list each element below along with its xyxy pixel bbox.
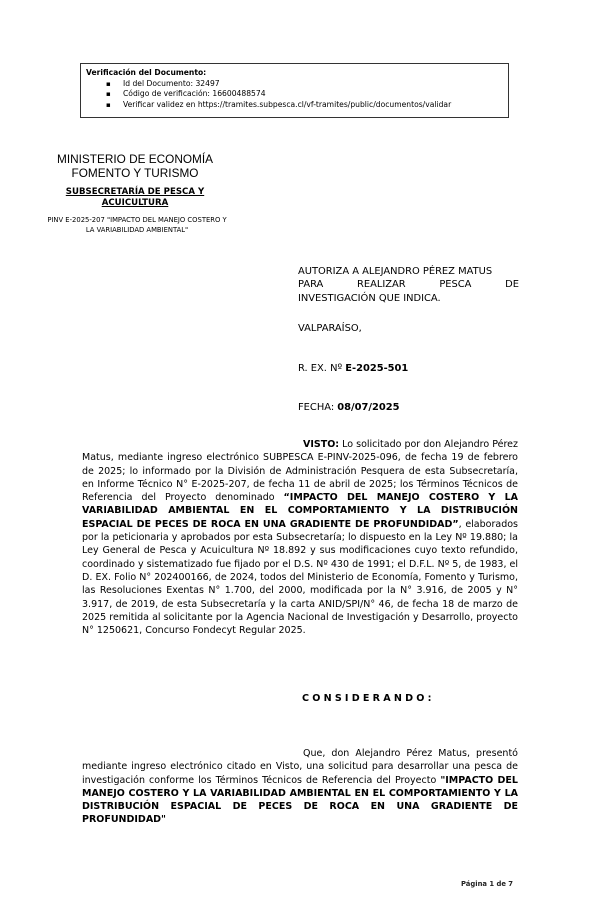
verification-title: Verificación del Documento: [86, 68, 207, 77]
visto-text-1: Lo solicitado por don Alejandro Pérez Matus, mediante ingreso electrónico SUBPESCA E-PINV-2025-096, de fecha 19 de febrero de 2025; lo informado por la División de Administración Pesquera de esta Subsecretaría, en Informe Técnico N° E-2025-207, de fecha 11 de abril de 2025; los Términos Técnicos de Referencia del Proyecto denominado [82, 439, 518, 504]
verification-code: ▪ Código de verificación: 16600488574 [106, 89, 508, 100]
place: VALPARAÍSO, [298, 323, 362, 334]
visto-project-title: “IMPACTO DEL MANEJO COSTERO Y LA VARIABILIDAD AMBIENTAL EN EL COMPORTAMIENTO Y LA DISTRIBUCIÓN ESPACIAL DE PECES DE ROCA EN UNA GRADIENTE DE PROFUNDIDAD” [82, 492, 518, 530]
pinv-line-2: LA VARIABILIDAD AMBIENTAL" [85, 225, 189, 234]
summary-line-1: AUTORIZA A ALEJANDRO PÉREZ MATUS [298, 266, 493, 277]
verification-doc-id: ▪ Id del Documento: 32497 [106, 79, 508, 90]
ministry-line-1: MINISTERIO DE ECONOMÍA [57, 152, 213, 166]
pinv-reference [22, 216, 252, 235]
considerando-heading: CONSIDERANDO: [302, 693, 435, 704]
considerando-item-1 [82, 747, 518, 827]
summary-line-3: INVESTIGACIÓN QUE INDICA. [298, 292, 441, 304]
visto-label: VISTO: [303, 439, 340, 450]
resolution-value: E-2025-501 [345, 363, 409, 374]
ministry-line-2: FOMENTO Y TURISMO [71, 166, 199, 180]
verification-box [80, 63, 509, 118]
subsecretaria-heading [30, 187, 240, 209]
summary-word: REALIZAR [356, 279, 406, 291]
pinv-line-1: PINV E-2025-207 "IMPACTO DEL MANEJO COSTERO Y [47, 216, 227, 224]
considerando-project-title: "IMPACTO DEL MANEJO COSTERO Y LA VARIABILIDAD AMBIENTAL EN EL COMPORTAMIENTO Y LA DISTRIBUCIÓN ESPACIAL DE PECES DE ROCA EN UNA GRADIENTE DE PROFUNDIDAD" [82, 774, 518, 826]
page-number: Página 1 de 7 [461, 880, 514, 888]
ministry-heading [30, 152, 240, 180]
resolution-summary [298, 265, 519, 305]
summary-word: DE [505, 279, 519, 291]
considerando-text-1: Que, don Alejandro Pérez Matus, presentó mediante ingreso electrónico citado en Visto, una solicitud para desarrollar una pesca de investigación conforme los Términos Técnicos de Referencia del Proyecto [82, 748, 518, 786]
verification-list [86, 79, 508, 111]
resolution-label: R. EX. Nº [298, 363, 346, 374]
resolution-number [298, 363, 408, 374]
subsecretaria-line-2: ACUICULTURA [101, 198, 169, 208]
summary-line-2 [298, 278, 519, 291]
date-label: FECHA: [298, 402, 338, 413]
resolution-date [298, 402, 399, 413]
subsecretaria-line-1: SUBSECRETARÍA DE PESCA Y [65, 187, 205, 197]
visto-text-2: , elaborados por la peticionaria y aprobados por esta Subsecretaría; lo dispuesto en la Ley Nº 19.880; la Ley General de Pesca y Acuicultura Nº 18.892 y sus modificaciones cuyo texto refundido, coordinado y sistematizado fue fijado por el D.S. Nº 430 de 1991; el D.F.L. Nº 5, de 1983, el D. EX. Folio N° 202400166, de 2024, todos del Ministerio de Economía, Fomento y Turismo, las Resoluciones Exentas N° 1.700, del 2000, modificada por la N° 3.916, de 2005 y N° 3.917, de 2019, de esta Subsecretaría y la carta ANID/SPI/N° 46, de fecha 18 de marzo de 2025 remitida al solicitante por la Agencia Nacional de Investigación y Desarrollo, proyecto N° 1250621, Concurso Fondecyt Regular 2025. [82, 518, 518, 637]
summary-word: PARA [298, 279, 324, 291]
date-value: 08/07/2025 [337, 402, 400, 413]
visto-paragraph [82, 438, 518, 637]
verification-url[interactable]: ▪ Verificar validez en https://tramites.subpesca.cl/vf-tramites/public/documentos/validar [106, 100, 508, 111]
summary-word: PESCA [439, 279, 472, 291]
